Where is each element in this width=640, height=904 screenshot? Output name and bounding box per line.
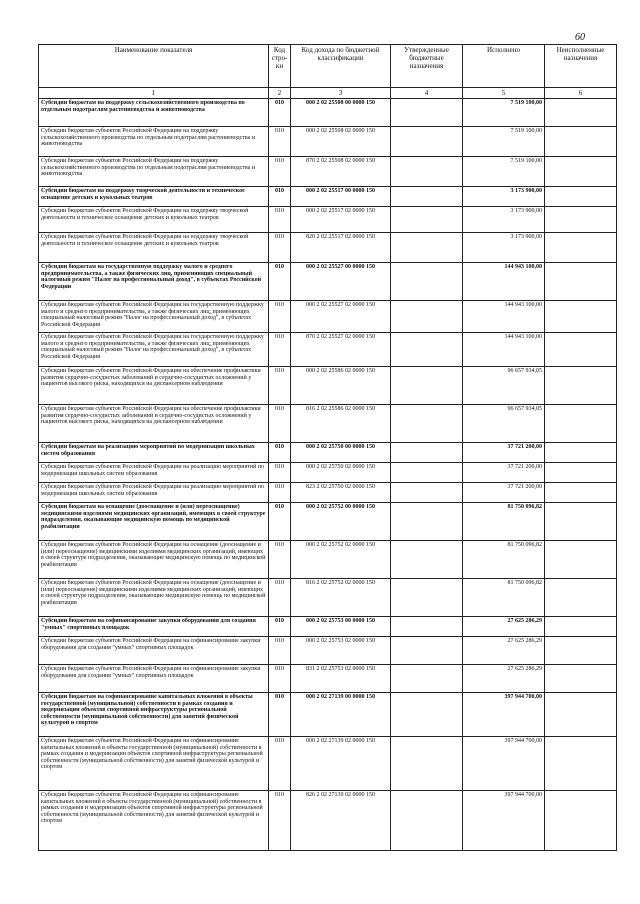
row-executed-cell: 96 657 934,05 xyxy=(463,405,545,443)
row-name-cell: Субсидии бюджетам на поддержку творческой деятельности и техническое оснащение детских и кукольных театров xyxy=(39,187,269,207)
table-row xyxy=(39,737,617,791)
row-line-code-cell: 010 xyxy=(269,157,291,187)
row-unexecuted-cell xyxy=(545,579,617,617)
row-unexecuted-cell xyxy=(545,157,617,187)
row-unexecuted-cell xyxy=(545,207,617,233)
row-approved-cell xyxy=(391,187,463,207)
row-income-code-cell: 000 2 02 25508 02 0000 150 xyxy=(291,127,391,157)
row-approved-cell xyxy=(391,207,463,233)
row-unexecuted-cell xyxy=(545,333,617,367)
row-approved-cell xyxy=(391,617,463,637)
row-income-code-cell: 000 2 02 25753 02 0000 150 xyxy=(291,637,391,665)
row-name-cell: Субсидии бюджетам на софинансирование капитальных вложений в объекты государственной (муниципальной) собственности в рамках создания и модернизации объектов спортивной инфраструктуры региональной собственности (муниципальной собственности) для занятий физической культурой и спортом xyxy=(39,693,269,737)
row-income-code-cell: 870 2 02 25527 02 0000 150 xyxy=(291,333,391,367)
row-name-cell: Субсидии бюджетам на государственную поддержку малого и среднего предпринимательства, а также физических лиц, применяющих специальный налоговый режим "Налог на профессиональный доход", в субъектах Российской Федерации xyxy=(39,263,269,301)
row-income-code-cell: 000 2 02 25517 02 0000 150 xyxy=(291,207,391,233)
table-row xyxy=(39,617,617,637)
table-row xyxy=(39,333,617,367)
header-line-code: Код стро-ки xyxy=(269,45,291,88)
row-executed-cell: 37 721 200,00 xyxy=(463,443,545,463)
row-income-code-cell: 000 2 02 25750 02 0000 150 xyxy=(291,463,391,483)
row-executed-cell: 397 944 700,00 xyxy=(463,693,545,737)
row-line-code-cell: 010 xyxy=(269,233,291,263)
row-approved-cell xyxy=(391,579,463,617)
row-unexecuted-cell xyxy=(545,233,617,263)
row-executed-cell: 3 173 900,00 xyxy=(463,233,545,263)
row-approved-cell xyxy=(391,263,463,301)
row-name-cell: Субсидии бюджетам субъектов Российской Федерации на поддержку сельскохозяйственного производства по отдельным подотраслям растениеводства и животноводства xyxy=(39,127,269,157)
table-row xyxy=(39,503,617,541)
column-number: 5 xyxy=(463,88,545,99)
row-approved-cell xyxy=(391,99,463,127)
row-line-code-cell: 010 xyxy=(269,637,291,665)
row-unexecuted-cell xyxy=(545,127,617,157)
row-line-code-cell: 010 xyxy=(269,99,291,127)
row-approved-cell xyxy=(391,405,463,443)
header-income-code: Код дохода по бюджетной классификации xyxy=(291,45,391,88)
row-approved-cell xyxy=(391,463,463,483)
row-line-code-cell: 010 xyxy=(269,333,291,367)
column-number: 6 xyxy=(545,88,617,99)
row-income-code-cell: 000 2 02 25752 00 0000 150 xyxy=(291,503,391,541)
row-approved-cell xyxy=(391,541,463,579)
table-row xyxy=(39,99,617,127)
row-unexecuted-cell xyxy=(545,443,617,463)
row-name-cell: Субсидии бюджетам на оснащение (дооснащение и (или) переоснащение) медицинскими изделиями медицинских организаций, имеющих в своей структуре подразделения, оказывающие медицинскую помощь по медицинской реабилитации xyxy=(39,503,269,541)
row-approved-cell xyxy=(391,301,463,333)
row-executed-cell: 27 625 286,29 xyxy=(463,665,545,693)
row-executed-cell: 144 943 100,00 xyxy=(463,333,545,367)
table-row xyxy=(39,443,617,463)
row-income-code-cell: 000 2 02 25752 02 0000 150 xyxy=(291,541,391,579)
row-name-cell: Субсидии бюджетам субъектов Российской Федерации на софинансирование закупки оборудования для создания "умных" спортивных площадок xyxy=(39,637,269,665)
column-number: 3 xyxy=(291,88,391,99)
row-unexecuted-cell xyxy=(545,541,617,579)
table-row xyxy=(39,301,617,333)
row-executed-cell: 144 943 100,00 xyxy=(463,263,545,301)
table-row xyxy=(39,263,617,301)
row-executed-cell: 27 625 286,29 xyxy=(463,617,545,637)
row-unexecuted-cell xyxy=(545,637,617,665)
row-unexecuted-cell xyxy=(545,367,617,405)
table-row xyxy=(39,187,617,207)
row-income-code-cell: 000 2 02 25527 00 0000 150 xyxy=(291,263,391,301)
row-unexecuted-cell xyxy=(545,503,617,541)
row-approved-cell xyxy=(391,127,463,157)
column-number: 4 xyxy=(391,88,463,99)
row-name-cell: Субсидии бюджетам субъектов Российской Федерации на государственную поддержку малого и среднего предпринимательства, а также физических лиц, применяющих специальный налоговый режим "Налог на профессиональный доход", в субъектах Российской Федерации xyxy=(39,333,269,367)
row-executed-cell: 3 173 900,00 xyxy=(463,207,545,233)
row-line-code-cell: 010 xyxy=(269,187,291,207)
row-approved-cell xyxy=(391,503,463,541)
row-line-code-cell: 010 xyxy=(269,791,291,851)
row-approved-cell xyxy=(391,333,463,367)
row-income-code-cell: 870 2 02 25508 02 0000 150 xyxy=(291,157,391,187)
row-name-cell: Субсидии бюджетам на поддержку сельскохозяйственного производства по отдельным подотраслям растениеводства и животноводства xyxy=(39,99,269,127)
row-executed-cell: 144 943 100,00 xyxy=(463,301,545,333)
row-line-code-cell: 010 xyxy=(269,503,291,541)
row-income-code-cell: 000 2 02 25508 00 0000 150 xyxy=(291,99,391,127)
column-number: 1 xyxy=(39,88,269,99)
row-name-cell: Субсидии бюджетам субъектов Российской Федерации на софинансирование капитальных вложений в объекты государственной (муниципальной) собственности в рамках создания и модернизации объектов спортивной инфраструктуры региональной собственности (муниципальной собственности) для занятий физической культурой и спортом xyxy=(39,737,269,791)
row-executed-cell: 397 944 700,00 xyxy=(463,737,545,791)
row-approved-cell xyxy=(391,737,463,791)
row-income-code-cell: 000 2 02 27139 00 0000 150 xyxy=(291,693,391,737)
table-row xyxy=(39,463,617,483)
row-line-code-cell: 010 xyxy=(269,665,291,693)
table-body xyxy=(39,99,617,851)
row-approved-cell xyxy=(391,483,463,503)
row-unexecuted-cell xyxy=(545,483,617,503)
row-executed-cell: 81 750 096,82 xyxy=(463,503,545,541)
row-income-code-cell: 000 2 02 25527 02 0000 150 xyxy=(291,301,391,333)
column-number: 2 xyxy=(269,88,291,99)
row-name-cell: Субсидии бюджетам субъектов Российской Федерации на оснащение (дооснащение и (или) переоснащение) медицинскими изделиями медицинских организаций, имеющих в своей структуре подразделения, оказывающие медицинскую помощь по медицинской реабилитации xyxy=(39,579,269,617)
row-income-code-cell: 000 2 02 25750 00 0000 150 xyxy=(291,443,391,463)
row-name-cell: Субсидии бюджетам субъектов Российской Федерации на государственную поддержку малого и среднего предпринимательства, а также физических лиц, применяющих специальный налоговый режим "Налог на профессиональный доход", в субъектах Российской Федерации xyxy=(39,301,269,333)
header-name: Наименование показателя xyxy=(39,45,269,88)
row-executed-cell: 96 657 934,05 xyxy=(463,367,545,405)
row-name-cell: Субсидии бюджетам субъектов Российской Федерации на поддержку сельскохозяйственного производства по отдельным подотраслям растениеводства и животноводства xyxy=(39,157,269,187)
table-row xyxy=(39,157,617,187)
row-income-code-cell: 000 2 02 27139 02 0000 150 xyxy=(291,737,391,791)
page-number: 60 xyxy=(575,32,585,43)
table-row xyxy=(39,483,617,503)
row-approved-cell xyxy=(391,665,463,693)
row-unexecuted-cell xyxy=(545,263,617,301)
row-line-code-cell: 010 xyxy=(269,263,291,301)
table-row xyxy=(39,405,617,443)
row-name-cell: Субсидии бюджетам субъектов Российской Федерации на оснащение (дооснащение и (или) переоснащение) медицинскими изделиями медицинских организаций, имеющих в своей структуре подразделения, оказывающие медицинскую помощь по медицинской реабилитации xyxy=(39,541,269,579)
row-income-code-cell: 816 2 02 25586 02 0000 150 xyxy=(291,405,391,443)
row-approved-cell xyxy=(391,791,463,851)
budget-report-table xyxy=(38,44,617,851)
table-row xyxy=(39,127,617,157)
row-line-code-cell: 010 xyxy=(269,127,291,157)
table-row xyxy=(39,367,617,405)
row-line-code-cell: 010 xyxy=(269,737,291,791)
row-executed-cell: 7 519 100,00 xyxy=(463,99,545,127)
row-approved-cell xyxy=(391,443,463,463)
row-line-code-cell: 010 xyxy=(269,301,291,333)
row-unexecuted-cell xyxy=(545,463,617,483)
row-income-code-cell: 000 2 02 25586 02 0000 150 xyxy=(291,367,391,405)
header-unexecuted: Неисполненные назначения xyxy=(545,45,617,88)
row-income-code-cell: 816 2 02 25752 02 0000 150 xyxy=(291,579,391,617)
row-approved-cell xyxy=(391,233,463,263)
row-approved-cell xyxy=(391,367,463,405)
row-income-code-cell: 831 2 02 25753 02 0000 150 xyxy=(291,665,391,693)
row-unexecuted-cell xyxy=(545,693,617,737)
row-unexecuted-cell xyxy=(545,665,617,693)
row-line-code-cell: 010 xyxy=(269,541,291,579)
row-unexecuted-cell xyxy=(545,301,617,333)
row-name-cell: Субсидии бюджетам субъектов Российской Федерации на поддержку творческой деятельности и техническое оснащение детских и кукольных театров xyxy=(39,233,269,263)
row-name-cell: Субсидии бюджетам на реализацию мероприятий по модернизации школьных систем образования xyxy=(39,443,269,463)
row-line-code-cell: 010 xyxy=(269,617,291,637)
row-line-code-cell: 010 xyxy=(269,693,291,737)
row-unexecuted-cell xyxy=(545,737,617,791)
table-row xyxy=(39,791,617,851)
row-name-cell: Субсидии бюджетам на софинансирование закупки оборудования для создания "умных" спортивных площадок xyxy=(39,617,269,637)
row-executed-cell: 3 173 900,00 xyxy=(463,187,545,207)
row-line-code-cell: 010 xyxy=(269,443,291,463)
row-income-code-cell: 823 2 02 25750 02 0000 150 xyxy=(291,483,391,503)
row-income-code-cell: 820 2 02 25517 02 0000 150 xyxy=(291,233,391,263)
row-line-code-cell: 010 xyxy=(269,405,291,443)
row-name-cell: Субсидии бюджетам субъектов Российской Федерации на реализацию мероприятий по модернизации школьных систем образования xyxy=(39,483,269,503)
row-line-code-cell: 010 xyxy=(269,463,291,483)
row-executed-cell: 37 721 200,00 xyxy=(463,463,545,483)
row-name-cell: Субсидии бюджетам субъектов Российской Федерации на поддержку творческой деятельности и техническое оснащение детских и кукольных театров xyxy=(39,207,269,233)
row-approved-cell xyxy=(391,637,463,665)
row-name-cell: Субсидии бюджетам субъектов Российской Федерации на обеспечение профилактики развития сердечно-сосудистых заболеваний и сердечно-сосудистых осложнений у пациентов высокого риска, находящихся на диспансерном наблюдении xyxy=(39,367,269,405)
row-executed-cell: 81 750 096,82 xyxy=(463,579,545,617)
row-unexecuted-cell xyxy=(545,791,617,851)
row-approved-cell xyxy=(391,693,463,737)
row-executed-cell: 81 750 096,82 xyxy=(463,541,545,579)
header-executed: Исполнено xyxy=(463,45,545,88)
row-unexecuted-cell xyxy=(545,99,617,127)
table-row xyxy=(39,207,617,233)
row-name-cell: Субсидии бюджетам субъектов Российской Федерации на обеспечение профилактики развития сердечно-сосудистых заболеваний и сердечно-сосудистых осложнений у пациентов высокого риска, находящихся на диспансерном наблюдении xyxy=(39,405,269,443)
row-name-cell: Субсидии бюджетам субъектов Российской Федерации на софинансирование капитальных вложений в объекты государственной (муниципальной) собственности в рамках создания и модернизации объектов спортивной инфраструктуры региональной собственности (муниципальной собственности) для занятий физической культурой и спортом xyxy=(39,791,269,851)
row-unexecuted-cell xyxy=(545,405,617,443)
column-number-row xyxy=(39,88,617,99)
header-approved: Утвержденные бюджетные назначения xyxy=(391,45,463,88)
row-executed-cell: 7 519 100,00 xyxy=(463,127,545,157)
table-row xyxy=(39,665,617,693)
table-row xyxy=(39,233,617,263)
table-row xyxy=(39,693,617,737)
table-row xyxy=(39,637,617,665)
row-line-code-cell: 010 xyxy=(269,367,291,405)
row-line-code-cell: 010 xyxy=(269,579,291,617)
row-approved-cell xyxy=(391,157,463,187)
row-income-code-cell: 000 2 02 25517 00 0000 150 xyxy=(291,187,391,207)
row-executed-cell: 27 625 286,29 xyxy=(463,637,545,665)
row-executed-cell: 37 721 200,00 xyxy=(463,483,545,503)
row-income-code-cell: 826 2 02 27139 02 0000 150 xyxy=(291,791,391,851)
row-income-code-cell: 000 2 02 25753 00 0000 150 xyxy=(291,617,391,637)
table-header-row xyxy=(39,45,617,88)
table-row xyxy=(39,579,617,617)
row-name-cell: Субсидии бюджетам субъектов Российской Федерации на софинансирование закупки оборудования для создания "умных" спортивных площадок xyxy=(39,665,269,693)
row-executed-cell: 397 944 700,00 xyxy=(463,791,545,851)
row-unexecuted-cell xyxy=(545,187,617,207)
row-executed-cell: 7 519 100,00 xyxy=(463,157,545,187)
row-unexecuted-cell xyxy=(545,617,617,637)
row-line-code-cell: 010 xyxy=(269,483,291,503)
table-row xyxy=(39,541,617,579)
row-line-code-cell: 010 xyxy=(269,207,291,233)
row-name-cell: Субсидии бюджетам субъектов Российской Федерации на реализацию мероприятий по модернизации школьных систем образования xyxy=(39,463,269,483)
